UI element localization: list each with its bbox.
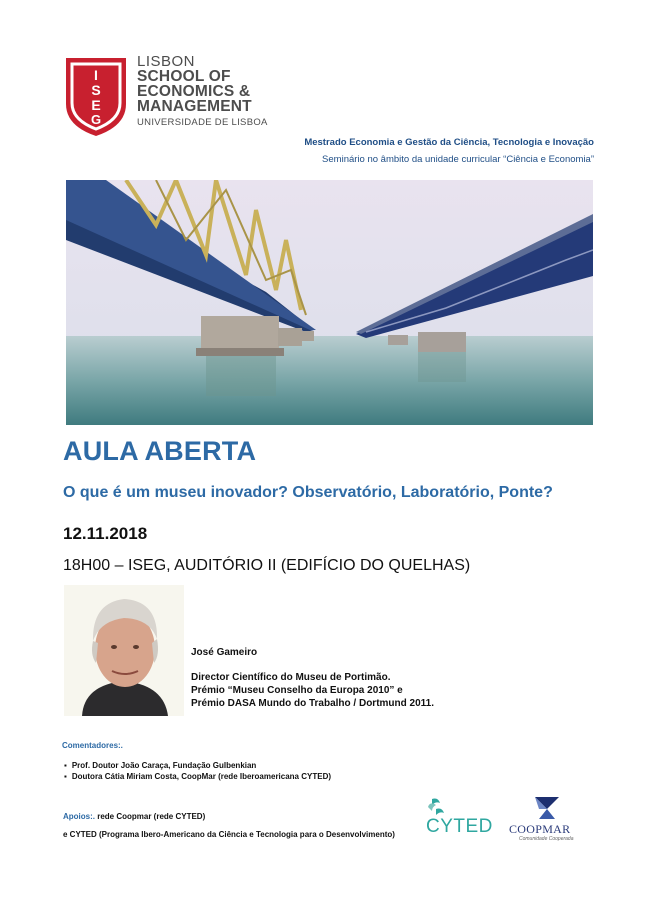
event-time-place: 18H00 – ISEG, AUDITÓRIO II (EDIFÍCIO DO QUELHAS)	[63, 557, 471, 574]
coopmar-tagline: Comunidade Cooperada	[519, 836, 574, 842]
school-line-2: SCHOOL OF	[137, 68, 231, 85]
cyted-wordmark: CYTED	[426, 816, 493, 837]
supports-line-2: e CYTED (Programa Ibero-Americano da Ciência e Tecnologia para o Desenvolvimento)	[63, 830, 395, 839]
speaker-name: José Gameiro	[191, 647, 258, 658]
program-name: Mestrado Economia e Gestão da Ciência, Tecnologia e Inovação	[304, 137, 594, 148]
speaker-bio-line: Prémio DASA Mundo do Trabalho / Dortmund 2011.	[191, 698, 434, 709]
list-item: ▪ Doutora Cátia Miriam Costa, CoopMar (rede Iberoamericana CYTED)	[64, 771, 331, 782]
iseg-logo	[64, 56, 128, 138]
svg-text:I: I	[94, 67, 98, 83]
supports-line	[63, 812, 205, 821]
event-date: 12.11.2018	[63, 524, 148, 543]
commentators-list	[64, 760, 331, 782]
coopmar-wordmark: COOPMAR	[509, 822, 571, 836]
speaker-bio-line: Prémio “Museu Conselho da Europa 2010” e	[191, 685, 403, 696]
commentators-heading: Comentadores:.	[62, 741, 123, 750]
svg-text:G: G	[90, 112, 102, 127]
seminar-note: Seminário no âmbito da unidade curricular “Ciência e Economia”	[322, 154, 594, 165]
event-title: O que é um museu inovador? Observatório, Laboratório, Ponte?	[63, 484, 553, 501]
list-item: ▪ Prof. Doutor João Caraça, Fundação Gulbenkian	[64, 760, 331, 771]
svg-text:E: E	[91, 97, 101, 113]
school-line-4: MANAGEMENT	[137, 98, 252, 115]
event-type: AULA ABERTA	[63, 436, 257, 466]
school-line-3: ECONOMICS &	[137, 83, 251, 100]
speaker-bio-line: Director Científico do Museu de Portimão.	[191, 672, 391, 683]
svg-text:S: S	[91, 82, 101, 98]
school-line-1: LISBON	[137, 53, 196, 70]
speaker-info	[191, 646, 434, 710]
school-name	[137, 54, 268, 129]
program-info	[304, 137, 594, 165]
supports-label: Apoios:.	[63, 812, 95, 821]
bridge-photo	[66, 180, 593, 425]
supports-value: rede Coopmar (rede CYTED)	[95, 812, 206, 821]
university-name: UNIVERSIDADE DE LISBOA	[137, 117, 268, 128]
speaker-photo	[64, 585, 184, 716]
